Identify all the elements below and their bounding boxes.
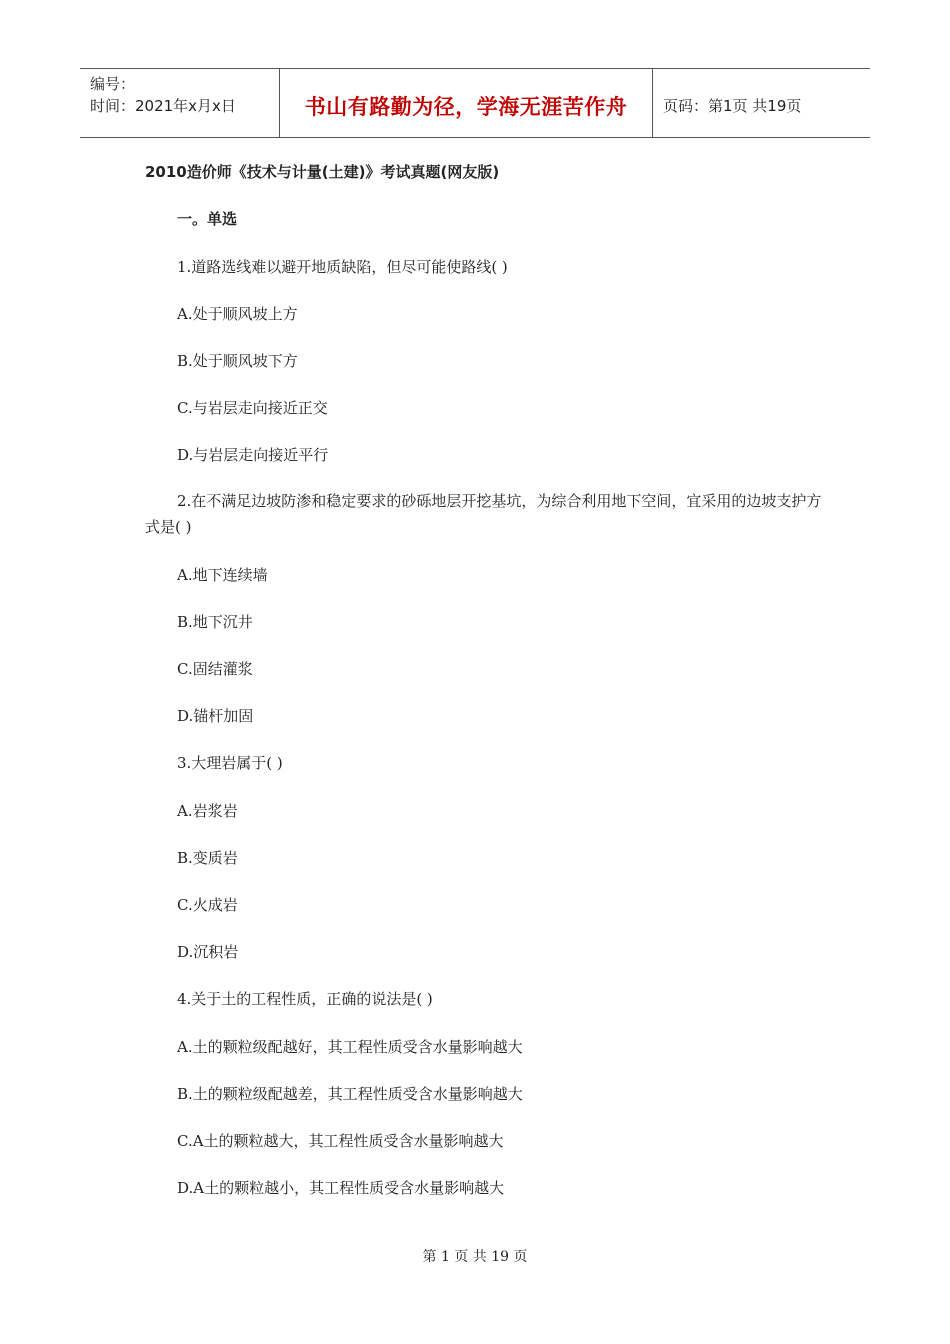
question-4-option-c: C.A土的颗粒越大，其工程性质受含水量影响越大 xyxy=(177,1132,504,1150)
motto-text: 书山有路勤为径，学海无涯苦作舟 xyxy=(304,95,628,119)
question-2-option-d: D.锚杆加固 xyxy=(177,707,254,725)
question-3-option-d: D.沉积岩 xyxy=(177,943,239,961)
question-1-option-d: D.与岩层走向接近平行 xyxy=(177,446,329,464)
page-info-text: 页码：第1页 共19页 xyxy=(663,96,802,115)
document-title: 2010造价师《技术与计量(土建)》考试真题(网友版) xyxy=(145,163,500,181)
question-4-stem: 4.关于土的工程性质，正确的说法是( ) xyxy=(177,990,433,1008)
question-3-option-b: B.变质岩 xyxy=(177,849,238,867)
section-heading: 一。单选 xyxy=(177,210,238,228)
question-2-stem: 2.在不满足边坡防渗和稳定要求的砂砾地层开挖基坑，为综合利用地下空间，宜采用的边坡支护方式是( ) xyxy=(145,492,822,536)
time-label: 时间：2021年x月x日 xyxy=(90,97,236,115)
question-3-option-c: C.火成岩 xyxy=(177,896,238,914)
question-1-option-a: A.处于顺风坡上方 xyxy=(177,305,298,323)
question-2-option-a: A.地下连续墙 xyxy=(177,566,268,584)
page-footer: 第 1 页 共 19 页 xyxy=(422,1249,528,1265)
question-1-option-c: C.与岩层走向接近正交 xyxy=(177,399,328,417)
header-meta xyxy=(80,69,280,137)
question-3-stem: 3.大理岩属于( ) xyxy=(177,754,283,772)
question-1-stem: 1.道路选线难以避开地质缺陷，但尽可能使路线( ) xyxy=(177,258,508,276)
question-4-option-a: A.土的颗粒级配越好，其工程性质受含水量影响越大 xyxy=(177,1038,523,1056)
header-page-info xyxy=(653,69,870,137)
question-2-option-c: C.固结灌浆 xyxy=(177,660,253,678)
number-label: 编号： xyxy=(90,75,136,93)
header-motto-cell xyxy=(280,69,653,137)
page-header xyxy=(80,68,870,138)
question-4-option-b: B.土的颗粒级配越差，其工程性质受含水量影响越大 xyxy=(177,1085,523,1103)
question-4-option-d: D.A土的颗粒越小，其工程性质受含水量影响越大 xyxy=(177,1179,505,1197)
question-1-option-b: B.处于顺风坡下方 xyxy=(177,352,298,370)
question-2-option-b: B.地下沉井 xyxy=(177,613,253,631)
question-3-option-a: A.岩浆岩 xyxy=(177,802,238,820)
